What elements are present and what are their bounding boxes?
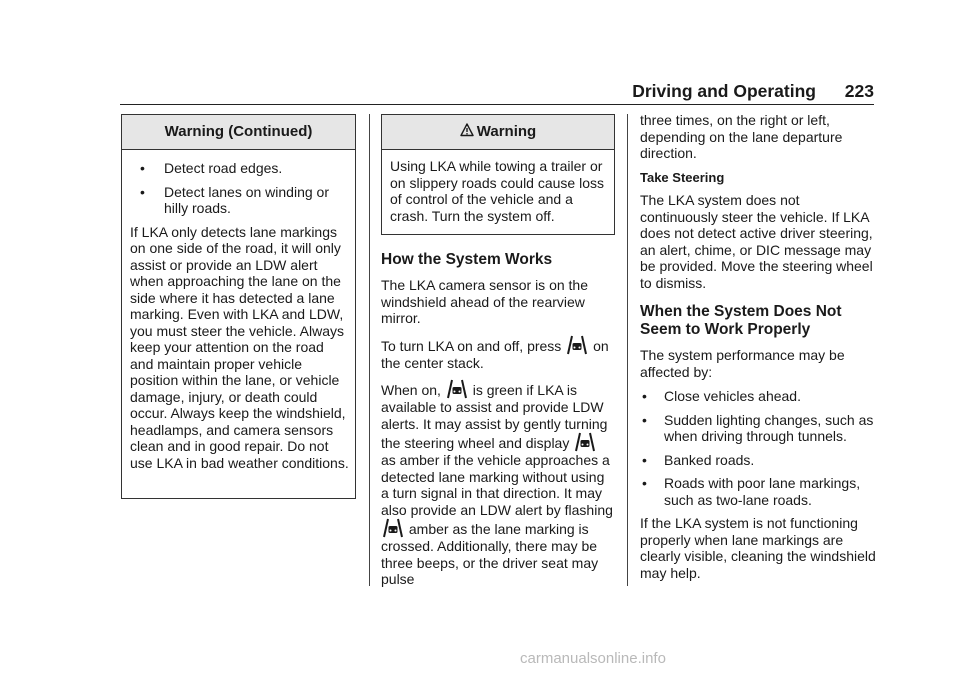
warning-body [122, 150, 355, 487]
paragraph: The LKA system does not continuously steer the vehicle. If LKA does not detect active driver steering, an alert, chime, or DIC message may be provided. Move the steering wheel to dismiss. [640, 192, 873, 291]
bullet-text: Roads with poor lane markings, such as two-lane roads. [664, 475, 861, 508]
paragraph-text: is green if LKA is available to assist and provide LDW alerts. It may assist by gently turning the steering wheel and [381, 382, 608, 451]
paragraph [381, 335, 615, 372]
bullet-marker: • [642, 388, 647, 404]
paragraph-text: as amber if the vehicle approaches a detected lane marking without using a turn signal in that direction. It may also provide an [381, 452, 610, 518]
subheading: Take Steering [640, 169, 725, 185]
page-number: 223 [844, 81, 874, 101]
page-header [120, 80, 874, 104]
bullet-marker: • [642, 411, 647, 428]
bullet-marker: • [642, 475, 647, 491]
paragraph-text: LDW alert by flashing [479, 501, 613, 518]
bullet-marker: • [140, 183, 145, 200]
warning-title: Warning (Continued) [122, 115, 355, 150]
paragraph: three times, on the right or left, depending on the lane departure direction. [640, 112, 843, 161]
paragraph [381, 379, 615, 588]
paragraph: The system performance may be affected by: [640, 347, 845, 380]
section-heading: How the System Works [381, 251, 553, 268]
warning-header [382, 115, 614, 150]
lane-keep-assist-icon [446, 379, 468, 399]
column-3 [640, 112, 876, 589]
bullet-text: Detect road edges. [164, 160, 283, 176]
lane-keep-assist-icon [566, 335, 588, 355]
warning-box [381, 114, 615, 235]
warning-paragraph: If LKA only detects lane markings on one side of the road, it will only assist or provide an LDW alert when approaching the lane on the side where it has detected a lane marking. Even with LKA and LDW, you must steer the vehicle. Always keep your attention on the road and maintain proper vehicle position within the lane, or vehicle damage, injury, or death could occur. Always keep the windshield, headlamps, and camera sensors clean and in good repair. Do not use LKA in bad weather conditions. [130, 223, 349, 471]
column-divider-1 [369, 114, 370, 586]
column-divider-2 [627, 114, 628, 586]
list-item [640, 388, 876, 405]
paragraph-text: amber [408, 521, 449, 537]
bullet-marker: • [140, 160, 145, 176]
warning-box-continued [121, 114, 356, 499]
list-item [640, 475, 876, 508]
bullet-marker: • [642, 451, 647, 468]
watermark: carmanualsonline.info [520, 650, 666, 667]
paragraph: The LKA camera sensor is on the windshield ahead of the rearview mirror. [381, 277, 588, 326]
lane-keep-assist-icon [382, 518, 404, 538]
header-rule [120, 104, 874, 105]
paragraph-text: When on, [381, 382, 441, 398]
column-2 [381, 114, 615, 596]
warning-body [382, 150, 614, 234]
list-item [640, 412, 876, 445]
paragraph: If the LKA system is not functioning properly when lane markings are clearly visible, cleaning the windshield may help. [640, 515, 876, 581]
warning-text: Using LKA while towing a trailer or on slippery roads could cause loss of control of the vehicle and a crash. Turn the system off. [390, 158, 605, 224]
bullet-text: Detect lanes on winding or hilly roads. [164, 183, 329, 216]
lane-keep-assist-icon [574, 432, 596, 452]
paragraph-text: on the center stack. [381, 337, 609, 371]
bullet-text: Banked roads. [664, 451, 755, 468]
list-item [130, 160, 349, 177]
warning-title: Warning [476, 123, 537, 140]
bullet-text: Sudden lighting changes, such as when driving through tunnels. [664, 411, 874, 444]
list-item [130, 184, 349, 217]
list-item [640, 452, 876, 469]
warning-triangle-icon [460, 123, 474, 137]
paragraph-text: To turn LKA on and off, press [381, 337, 562, 354]
section-heading: When the System Does Not Seem to Work Properly [640, 303, 842, 338]
paragraph-text: display [525, 435, 570, 451]
paragraph-text: as the lane marking is crossed. Additionally, there may be three beeps, or the driver seat may pulse [381, 521, 599, 587]
bullet-text: Close vehicles ahead. [664, 388, 801, 404]
section-title: Driving and Operating [632, 81, 816, 101]
